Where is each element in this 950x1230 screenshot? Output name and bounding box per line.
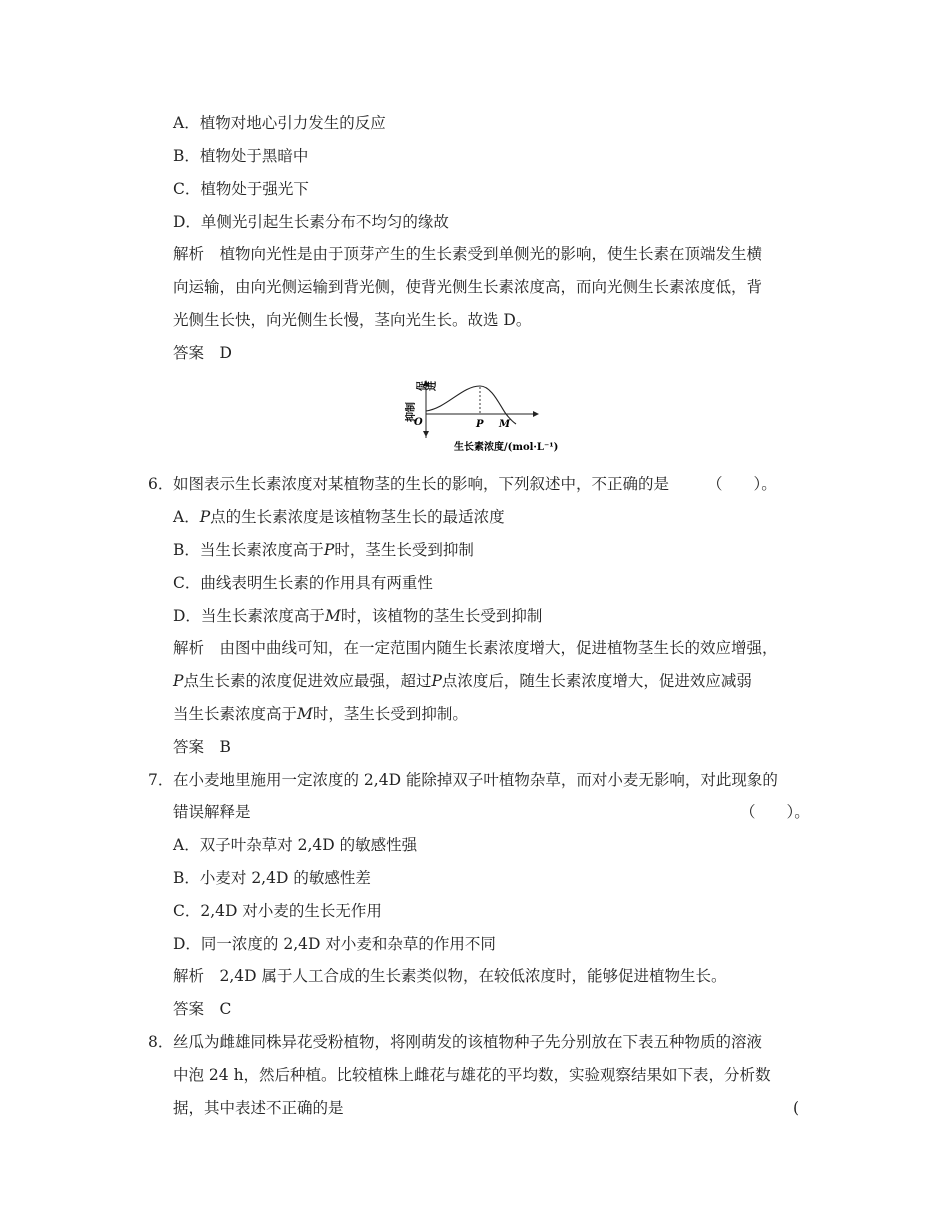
- q7-stem-line1: 7．在小麦地里施用一定浓度的 2,4D 能除掉双子叶植物杂草，而对小麦无影响，对此现象的: [148, 771, 778, 789]
- q7-option-c: C．2,4D 对小麦的生长无作用: [173, 902, 382, 920]
- q8-paren: (: [793, 1099, 800, 1117]
- q6-option-d: D．当生长素浓度高于M时，该植物的茎生长受到抑制: [173, 607, 543, 625]
- q8-stem-line2: 中泡 24 h，然后种植。比较植株上雌花与雄花的平均数，实验观察结果如下表，分析数: [173, 1066, 771, 1084]
- q7-stem-line2: 错误解释是: [173, 803, 251, 821]
- q7-paren: （ ）。: [740, 803, 810, 821]
- q6-stem: [148, 474, 669, 494]
- q6-option-b: B．当生长素浓度高于P时，茎生长受到抑制: [173, 541, 474, 559]
- q6-stem-text: 如图表示生长素浓度对某植物茎的生长的影响，下列叙述中，不正确的是: [173, 475, 670, 493]
- q5-analysis-line1: 解析 植物向光性是由于顶芽产生的生长素受到单侧光的影响，使生长素在顶端发生横: [173, 245, 763, 263]
- q7-number: 7．: [148, 771, 174, 789]
- q5-analysis-line2: 向运输，由向光侧运输到背光侧，使背光侧生长素浓度高，而向光侧生长素浓度低，背: [173, 278, 763, 296]
- q5-option-a: A．植物对地心引力发生的反应: [173, 114, 386, 132]
- q7-answer: 答案 C: [173, 1000, 232, 1018]
- inhibit-label: 抑制: [406, 402, 417, 422]
- q7-option-d: D．同一浓度的 2,4D 对小麦和杂草的作用不同: [173, 935, 496, 953]
- q7-option-a: A．双子叶杂草对 2,4D 的敏感性强: [173, 836, 418, 854]
- q6-option-c: C．曲线表明生长素的作用具有两重性: [173, 574, 433, 592]
- growth-hormone-graph: [392, 378, 572, 460]
- q6-number: 6．: [148, 475, 174, 493]
- q7-analysis: 解析 2,4D 属于人工合成的生长素类似物，在较低浓度时，能够促进植物生长。: [173, 967, 727, 985]
- q6-paren: （ ）。: [707, 475, 777, 493]
- x-axis-label: 生长素浓度/(mol·L⁻¹): [454, 442, 559, 453]
- q6-answer: 答案 B: [173, 738, 231, 756]
- q6-option-a: A．P点的生长素浓度是该植物茎生长的最适浓度: [173, 508, 505, 526]
- q6-analysis-line3: 当生长素浓度高于M时，茎生长受到抑制。: [173, 705, 468, 723]
- promote-label: 促进: [416, 382, 436, 394]
- q6-analysis-line1: 解析 由图中曲线可知，在一定范围内随生长素浓度增大，促进植物茎生长的效应增强，: [173, 639, 778, 657]
- q5-answer: 答案 D: [173, 344, 232, 362]
- q6-analysis-line2: P点生长素的浓度促进效应最强，超过P点浓度后，随生长素浓度增大，促进效应减弱: [173, 672, 752, 690]
- q5-option-c: C．植物处于强光下: [173, 180, 309, 198]
- q8-stem-line3: 据，其中表述不正确的是: [173, 1099, 344, 1117]
- q7-option-b: B．小麦对 2,4D 的敏感性差: [173, 869, 371, 887]
- q8-number: 8．: [148, 1033, 174, 1051]
- q5-option-b: B．植物处于黑暗中: [173, 147, 309, 165]
- q5-analysis-line3: 光侧生长快，向光侧生长慢，茎向光生长。故选 D。: [173, 311, 532, 329]
- p-label: P: [476, 419, 484, 430]
- origin-label: O: [414, 417, 423, 428]
- q5-option-d: D．单侧光引起生长素分布不均匀的缘故: [173, 213, 449, 231]
- q8-stem-line1: 8．丝瓜为雌雄同株异花受粉植物，将刚萌发的该植物种子先分别放在下表五种物质的溶液: [148, 1033, 763, 1051]
- m-label: M: [499, 419, 511, 430]
